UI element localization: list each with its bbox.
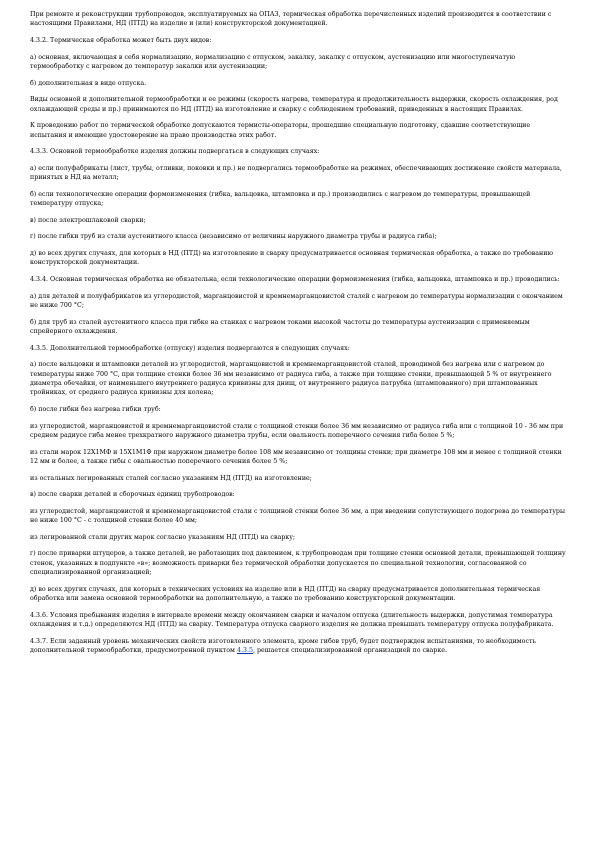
paragraph-4-3-2-b: б) дополнительная в виде отпуска. — [30, 79, 147, 87]
paragraph-4-3-3-g: г) после гибки труб из стали аустенитного класса (независимо от величины наружного диаметра трубы и радиуса гиба); — [30, 233, 437, 241]
paragraph-4-3-2: 4.3.2. Термическая обработка может быть двух видов: — [30, 37, 212, 44]
paragraph-4-3-3-d: д) во всех других случаях, для которых в НД (ПТД) на изготовление и сварку предусматривается основная термическая обработка, а также по требованию конструкторской документации. — [30, 249, 553, 267]
document-body — [30, 10, 568, 663]
paragraph-heat-treatment-modes: Виды основной и дополнительной термообработки и ее режимы (скорость нагрева, температура и продолжительность выдержки, скорость охлаждения, род охлаждающей среды и пр.) принимаются по НД (ПТД) на изготовление и сварку с соблюдением требований, приведенных в настоящих Правилах. — [30, 96, 558, 113]
paragraph-4-3-4-b: б) для труб из сталей аустенитного класса при гибке на станках с нагревом токами высокой частоты до температуры аустенизации с применяемым спрейерного охлаждения. — [30, 318, 530, 335]
paragraph-4-3-7-text: 4.3.7. Если заданный уровень механических свойств изготовленного элемента, кроме гибов труб, будет подтвержден испытаниями, то необходимость дополнительной термообработки, предусмотренной пунктом — [30, 637, 536, 655]
paragraph-4-3-3-v: в) после электрошлаковой сварки; — [30, 216, 146, 224]
paragraph-4-3-5-v: в) после сварки деталей и сборочных единиц трубопроводов: — [30, 491, 235, 499]
paragraph-4-3-5: 4.3.5. Дополнительной термообработке (отпуску) изделия подвергаются в следующих случаях: — [30, 344, 350, 352]
paragraph-4-3-7-tail: , решается специализированной организацией по сварке. — [253, 647, 448, 655]
paragraph-4-3-3-a: а) если полуфабрикаты (лист, трубы, отливки, поковки и пр.) не подвергались термообработке на режимах, обеспечивающих достижение свойств материала, принятых в НД на металл; — [30, 164, 562, 182]
paragraph-4-3-5-b-carbon: из углеродистой, марганцовистой и кремнемарганцовистой стали с толщиной стенки более 36 мм независимо от радиуса гиба или с толщиной 10 - 36 мм при среднем радиусе гиба менее трехкратного наружного диаметра трубы, если овальность поперечного сечения гиба более 5 %; — [30, 422, 564, 439]
paragraph-4-3-3-b: б) если технологические операции формоизменения (гибка, вальцовка, штамповка и пр.) производились с нагревом до температуры, превышающей температуру отпуска; — [30, 190, 531, 208]
paragraph-4-3-4-a: а) для деталей и полуфабрикатов из углеродистой, марганцовистой и кремнемарганцовистой сталей с нагревом до температуры нормализации с окончанием не ниже 700 °C; — [30, 292, 563, 309]
paragraph-4-3-5-v-carbon: из углеродистой, марганцовистой и кремнемарганцовистой стали с толщиной стенки более 36 мм, а при введении сопутствующего подогрева до температуры не ниже 100 °C - с толщиной стенки более 40 мм; — [30, 507, 565, 525]
paragraph-4-3-5-g: г) после приварки штуцеров, а также деталей, не работающих под давлением, к трубопроводам при толщине стенки основной детали, превышающей толщину стенок, указанных в подпункте «в»; возможность приварки без термической обработки допускается по специальной технологии, согласованной со специализированной организацией; — [30, 550, 566, 577]
paragraph-4-3-5-d: д) во всех других случаях, для которых в технических условиях на изделие или в НД (ПТД) на сварку предусматривается дополнительная термическая обработка или замена основной термообработки на дополнительную, а также по требованию конструкторской документации. — [30, 585, 541, 603]
paragraph-4-3-3: 4.3.3. Основной термообработке изделия должны подвергаться в следующих случаях: — [30, 148, 320, 156]
paragraph-4-3-5-b-other: из остальных легированных сталей согласно указаниям НД (ПТД) на изготовление; — [30, 474, 312, 482]
paragraph-4-3-5-v-alloy: из легированной стали других марок согласно указаниям НД (ПТД) на сварку; — [30, 533, 296, 541]
paragraph-intro: При ремонте и реконструкции трубопроводов, эксплуатируемых на ОПАЗ, термическая обработка перечисленных изделий производится в соответствии с настоящими Правилами, НД (ПТД) на изделие и (или) конструкторской документацией. — [30, 11, 552, 28]
paragraph-4-3-4: 4.3.4. Основная термическая обработка не обязательна, если технологические операции формоизменения (гибка, вальцовка, штамповка и пр.) проводились: — [30, 275, 560, 283]
section-4-3-5-link[interactable]: 4.3.5 — [236, 647, 253, 655]
paragraph-4-3-5-b: б) после гибки без нагрева гибки труб: — [30, 405, 161, 413]
paragraph-4-3-5-a: а) после вальцовки и штамповки деталей из углеродистой, марганцовистой и кремнемарганцовистой сталей, проводимой без нагрева или с нагревом до температуры ниже 700 °C, при толщине стенки более 36 мм независимо от радиуса гиба, а также при толщине стенки, превышающей 5 % от внутреннего диаметра обечайки, от наименьшего внутреннего радиуса кривизны для днищ, от внутреннего радиуса патрубка (штампованного) при штампованных тройниках, от среднего радиуса кривизны для колена; — [30, 361, 552, 397]
paragraph-thermists: К проведению работ по термической обработке допускаются термисты-операторы, прошедшие специальную подготовку, сдавшие соответствующие испытания и имеющие удостоверение на право производства этих работ. — [30, 122, 531, 139]
paragraph-4-3-6: 4.3.6. Условия пребывания изделия в интервале времени между окончанием сварки и началом отпуска (длительность выдержки, допустимая температура охлаждения и т.д.) определяются НД (ПТД) на сварку. Температура отпуска сварного изделия не должна превышать температуру отпуска полуфабриката. — [30, 611, 554, 629]
paragraph-4-3-7 — [30, 637, 568, 656]
paragraph-4-3-5-b-12x1mf: из стали марок 12Х1МФ и 15Х1М1Ф при наружном диаметре более 108 мм независимо от толщины стенки; при диаметре 108 мм и менее с толщиной стенки 12 мм и более, а также гибы с овальностью поперечного сечения более 5 %; — [30, 448, 562, 465]
paragraph-4-3-2-a: а) основная, включающая в себя нормализацию, нормализацию с отпуском, закалку, закалку с отпуском, аустенизацию или многоступенчатую термообработку с нагревом до температур закалки или аустенизации; — [30, 53, 516, 70]
